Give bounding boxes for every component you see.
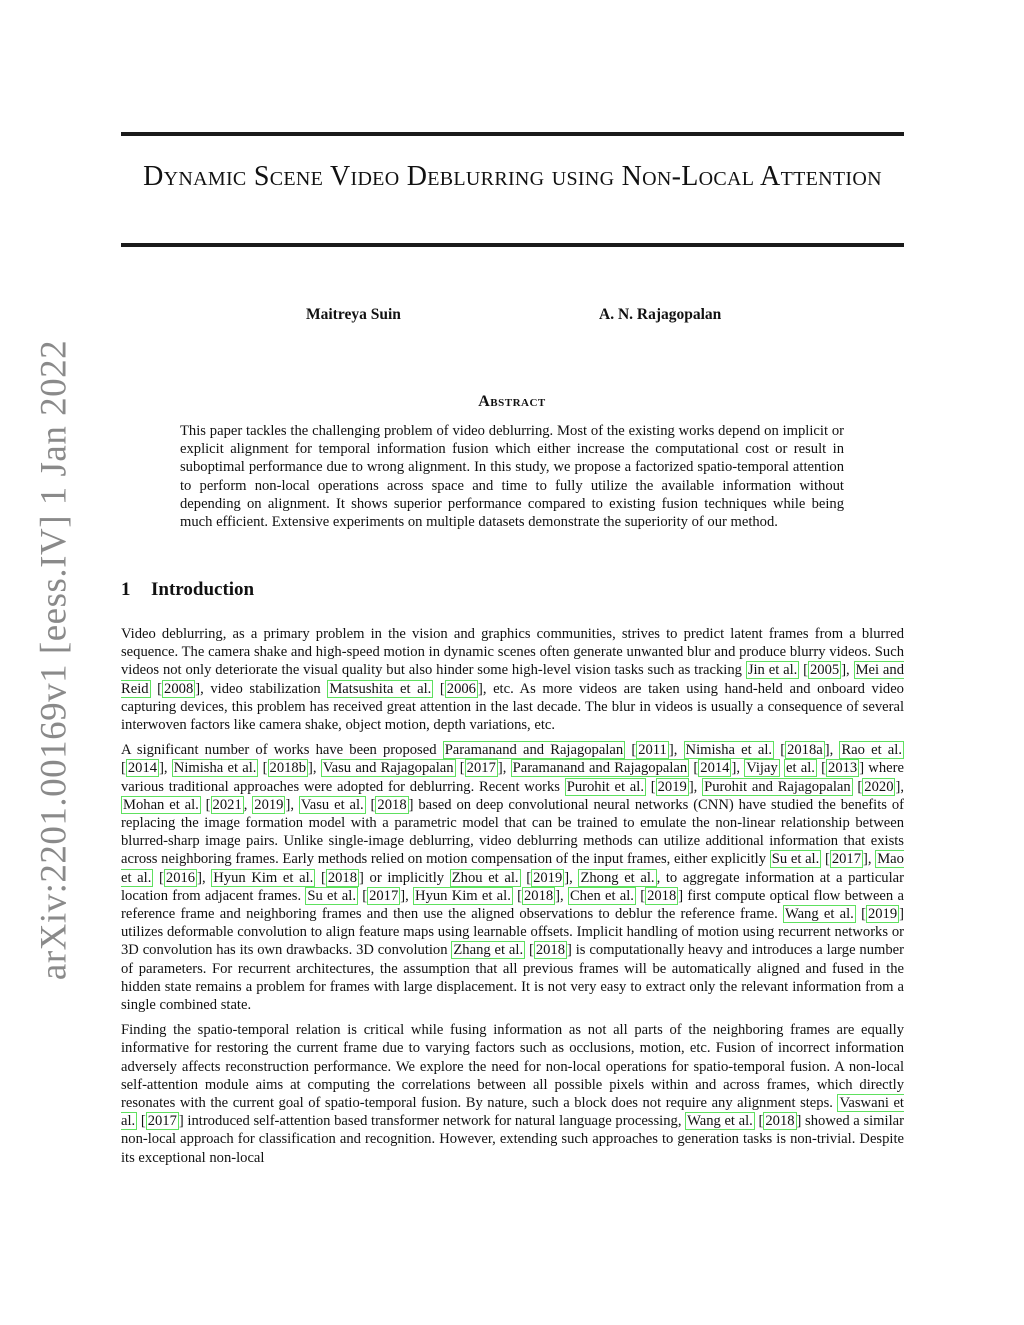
abstract-text: This paper tackles the challenging problem of video deblurring. Most of the existing works depend on implicit or explicit alignment for temporal information fusion which either increase the computational cost or result in suboptimal performance due to wrong alignment. In this study, we propose a factorized spatio-temporal attention to perform non-local operations across space and time to fully utilize the available information without depending on alignment. It shows superior performance compared to existing fusion techniques while being much efficient. Extensive experiments on multiple datasets demonstrate the superiority of our method. [180,423,844,531]
citation-link[interactable]: Hyun Kim et al. [213,869,314,886]
citation-link[interactable]: Matsushita et al. [329,680,432,697]
citation-link[interactable]: et al. [785,760,815,777]
citation-link[interactable]: 2021 [212,796,242,813]
citation-link[interactable]: Paramanand and Rajagopalan [444,742,624,759]
citation-link[interactable]: Zhang et al. [453,942,524,959]
citation-link[interactable]: Vasu and Rajagopalan [322,760,454,777]
citation-link[interactable]: 2005 [810,662,840,679]
citation-link[interactable]: 2006 [446,680,476,697]
introduction-body [121,625,904,1174]
citation-link[interactable]: 2018a [787,742,823,759]
citation-link[interactable]: 2017 [831,851,861,868]
paragraph: A significant number of works have been proposed Paramanand and Rajagopalan [ 2011 ], Nimisha et al. [ 2018a ], Rao et al. [ 2014 ], Nimisha et al. [ 2018b ], Vasu and Rajagopalan [ 2017 ], Paramanand and Rajagopalan [ 2014 ], Vijay et al. [ 2013 ] where various traditional approaches were adopted for deblurring. Recent works Purohit et al. [ 2019 ], Purohit and Rajagopalan [ 2020 ], Mohan et al. [ 2021 , 2019 ], Vasu et al. [ 2018 ] based on deep convolutional neural networks (CNN) have studied the benefits of replacing the image formation model with a parametric model that can be trained to emulate the non-linear relationship between blurred-sharp image pairs. Unlike single-image deblurring, video deblurring methods can utilize additional information that exists across neighboring frames. Early methods relied on motion compensation of the input frames, either explicitly Su et al. [ 2017 ], Mao et al. [ 2016 ], Hyun Kim et al. [ 2018 ] or implicitly Zhou et al. [ 2019 ], Zhong et al. , to aggregate information at a particular location from adjacent frames. Su et al. [ 2017 ], Hyun Kim et al. [ 2018 ], Chen et al. [ 2018 ] first compute optical flow between a reference frame and neighboring frames and then use the aligned observations to deblur the reference frame. Wang et al. [ 2019 ] utilizes deformable convolution to align feature maps using learnable offsets. Implicit handling of motion using recurrent networks or 3D convolution has its own drawbacks. 3D convolution Zhang et al. [ 2018 ] is computationally heavy and introduces a large number of parameters. For recurrent architectures, the assumption that all previous frames will be automatically aligned and fused in the hidden state remains a problem for frames with large displacement. It is not very easy to extract only the relevant information from a single combined state. [121,742,905,1014]
citation-link[interactable]: Vijay [746,760,778,777]
citation-link[interactable]: Vaswani et al. [121,1095,904,1130]
section-title: Introduction [151,579,255,600]
citation-link[interactable]: 2018 [535,942,566,959]
citation-link[interactable]: Nimisha et al. [685,742,773,759]
citation-link[interactable]: Zhong et al. [580,869,655,886]
citation-link[interactable]: Paramanand and Rajagopalan [512,760,688,777]
author-name: Maitreya Suin [306,306,401,323]
citation-link[interactable]: Mao et al. [121,851,904,886]
citation-link[interactable]: Su et al. [771,851,820,868]
citation-link[interactable]: Chen et al. [569,887,634,904]
citation-link[interactable]: 2013 [828,760,858,777]
citation-link[interactable]: Su et al. [307,887,356,904]
citation-link[interactable]: 2019 [867,906,898,923]
citation-link[interactable]: 2019 [657,778,687,795]
citation-link[interactable]: Wang et al. [687,1113,753,1130]
citation-link[interactable]: 2011 [638,742,667,759]
citation-link[interactable]: 2018 [377,796,407,813]
citation-link[interactable]: Rao et al. [841,742,902,759]
citation-link[interactable]: 2018 [647,887,677,904]
citation-link[interactable]: 2018 [523,887,554,904]
section-number: 1 [121,579,131,600]
citation-link[interactable]: Jin et al. [747,662,798,679]
citation-link[interactable]: 2019 [533,869,563,886]
citation-link[interactable]: 2008 [164,680,194,697]
citation-link[interactable]: Vasu et al. [300,796,364,813]
arxiv-identifier: arXiv:2201.00169v1 [eess.IV] 1 Jan 2022 [33,339,75,981]
paragraph: Finding the spatio-temporal relation is critical while fusing information as not all parts of the neighboring frames are equally informative for restoring the current frame due to varying factors such as occlusions, motion, etc. Fusion of incorrect information adversely affects reconstruction performance. We explore the need for non-local operations for spatio-temporal fusion. A non-local self-attention module aims at computing the correlations between all possible pixels within and across frames, which directly resonates with the current goal of spatio-temporal fusion. By nature, such a block does not require any alignment steps. Vaswani et al. [ 2017 ] introduced self-attention based transformer network for natural language processing, Wang et al. [ 2018 ] showed a similar non-local approach for classification and recognition. However, extending such approaches to generation tasks is non-trivial. Despite its exceptional non-local [121,1022,904,1166]
citation-link[interactable]: Hyun Kim et al. [415,887,511,904]
citation-link[interactable]: 2020 [864,778,894,795]
paper-title: Dynamic Scene Video Deblurring using Non-Local Attention [143,161,882,192]
citation-link[interactable]: Wang et al. [784,906,854,923]
citation-link[interactable]: Purohit et al. [566,778,644,795]
paragraph: Video deblurring, as a primary problem in the vision and graphics communities, strives to predict latent frames from a blurred sequence. The camera shake and high-speed motion in dynamic scenes often generate unwanted blur and produce blurry videos. Such videos not only deteriorate the visual quality but also hinder some high-level vision tasks such as tracking Jin et al. [ 2005 ], Mei and Reid [ 2008 ], video stabilization Matsushita et al. [ 2006 ], etc. As more videos are taken using hand-held and onboard video capturing devices, this problem has received great attention in the last decade. The blur in videos is usually a consequence of several interwoven factors like camera shake, object motion, depth variations, etc. [121,626,904,734]
title-bottom-rule [121,243,904,247]
citation-link[interactable]: Zhou et al. [451,869,519,886]
citation-link[interactable]: 2018b [269,760,306,777]
citation-link[interactable]: 2017 [369,887,399,904]
citation-link[interactable]: 2016 [165,869,196,886]
citation-link[interactable]: 2014 [127,760,158,777]
title-top-rule [121,132,904,136]
citation-link[interactable]: 2017 [147,1113,177,1130]
citation-link[interactable]: Nimisha et al. [173,760,257,777]
citation-link[interactable]: Purohit and Rajagopalan [704,778,851,795]
citation-link[interactable]: 2018 [327,869,357,886]
citation-link[interactable]: 2018 [765,1113,795,1130]
abstract-heading: Abstract [478,393,546,410]
citation-link[interactable]: 2017 [466,760,496,777]
author-name: A. N. Rajagopalan [599,306,722,323]
citation-link[interactable]: 2014 [700,760,730,777]
section-heading [121,579,254,601]
citation-link[interactable]: Mei and Reid [121,662,904,697]
citation-link[interactable]: 2019 [254,796,284,813]
citation-link[interactable]: Mohan et al. [123,796,199,813]
